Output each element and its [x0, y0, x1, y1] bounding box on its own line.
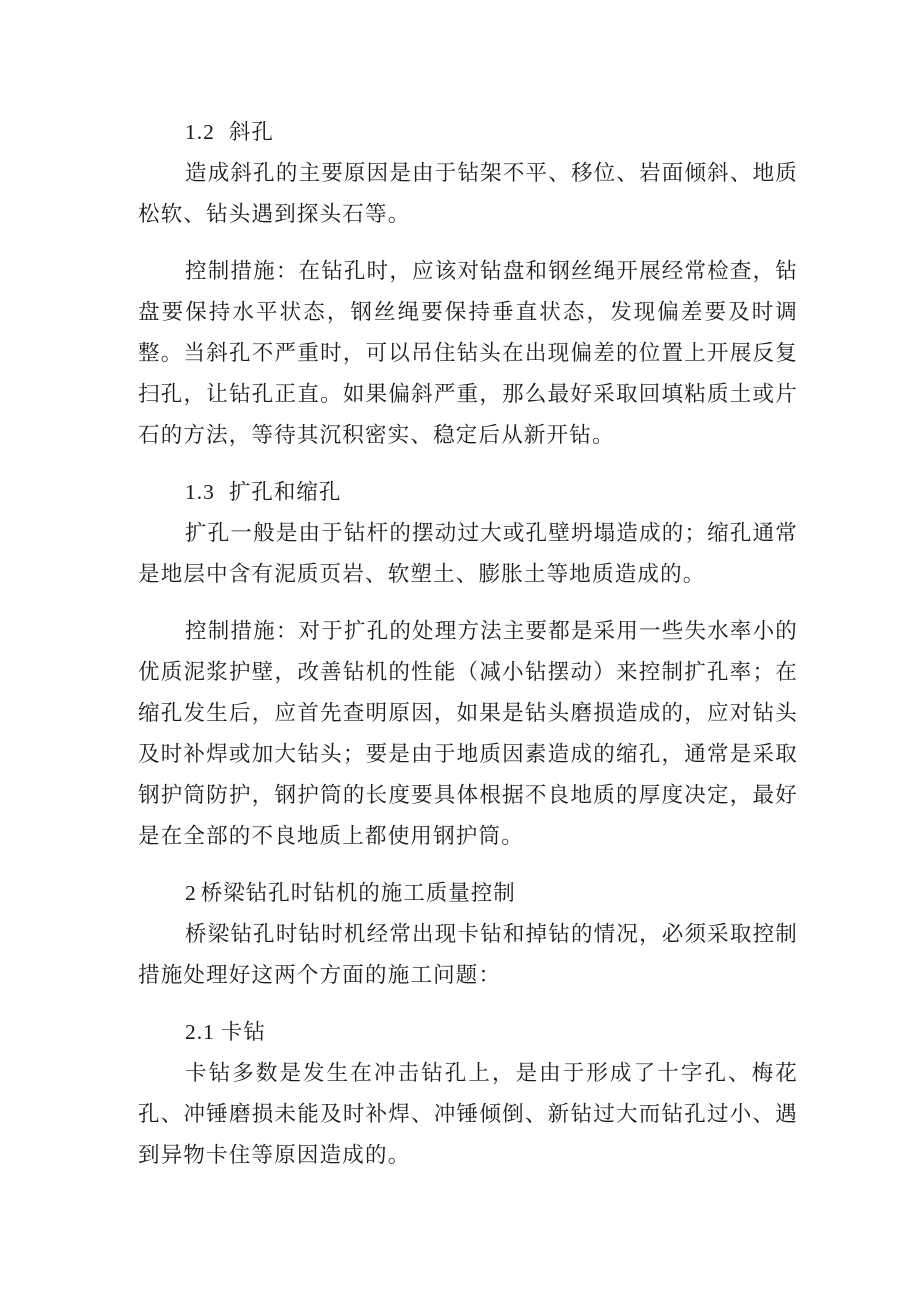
- paragraph: 卡钻多数是发生在冲击钻孔上，是由于形成了十字孔、梅花孔、冲锤磨损未能及时补焊、冲锤倾倒、新钻过大而钻孔过小、遇到异物卡住等原因造成的。: [138, 1061, 798, 1168]
- section-heading-2: [138, 873, 798, 914]
- section-heading-1-3: [138, 472, 798, 513]
- document-body: [138, 112, 798, 1176]
- paragraph: 造成斜孔的主要原因是由于钻架不平、移位、岩面倾斜、地质松软、钻头遇到探头石等。: [138, 161, 798, 227]
- paragraph: 桥梁钻孔时钻时机经常出现卡钻和掉钻的情况，必须采取控制措施处理好这两个方面的施工问题：: [138, 922, 798, 988]
- section-heading-2-1: [138, 1012, 798, 1053]
- paragraph: 扩孔一般是由于钻杆的摆动过大或孔壁坍塌造成的；缩孔通常是地层中含有泥质页岩、软塑土、膨胀土等地质造成的。: [138, 521, 798, 587]
- heading-title: 桥梁钻孔时钻机的施工质量控制: [200, 881, 516, 906]
- heading-title: 卡钻: [220, 1020, 266, 1045]
- paragraph: 控制措施：对于扩孔的处理方法主要都是采用一些失水率小的优质泥浆护壁，改善钻机的性能（减小钻摆动）来控制扩孔率；在缩孔发生后，应首先查明原因，如果是钻头磨损造成的，应对钻头及时补焊或加大钻头；要是由于地质因素造成的缩孔，通常是采取钢护筒防护，钢护筒的长度要具体根据不良地质的厚度决定，最好是在全部的不良地质上都使用钢护筒。: [138, 619, 798, 849]
- paragraph: 控制措施：在钻孔时，应该对钻盘和钢丝绳开展经常检查，钻盘要保持水平状态，钢丝绳要保持垂直状态，发现偏差要及时调整。当斜孔不严重时，可以吊住钻头在出现偏差的位置上开展反复扫孔，让钻孔正直。如果偏斜严重，那么最好采取回填粘质土或片石的方法，等待其沉积密实、稳定后从新开钻。: [138, 259, 798, 448]
- heading-number: 2: [185, 881, 197, 905]
- heading-title: 斜孔: [228, 120, 274, 145]
- section-heading-1-2: [138, 112, 798, 153]
- heading-title: 扩孔和缩孔: [228, 480, 342, 505]
- heading-number: 2.1: [185, 1020, 215, 1044]
- heading-number: 1.2: [185, 120, 215, 144]
- heading-number: 1.3: [185, 480, 215, 504]
